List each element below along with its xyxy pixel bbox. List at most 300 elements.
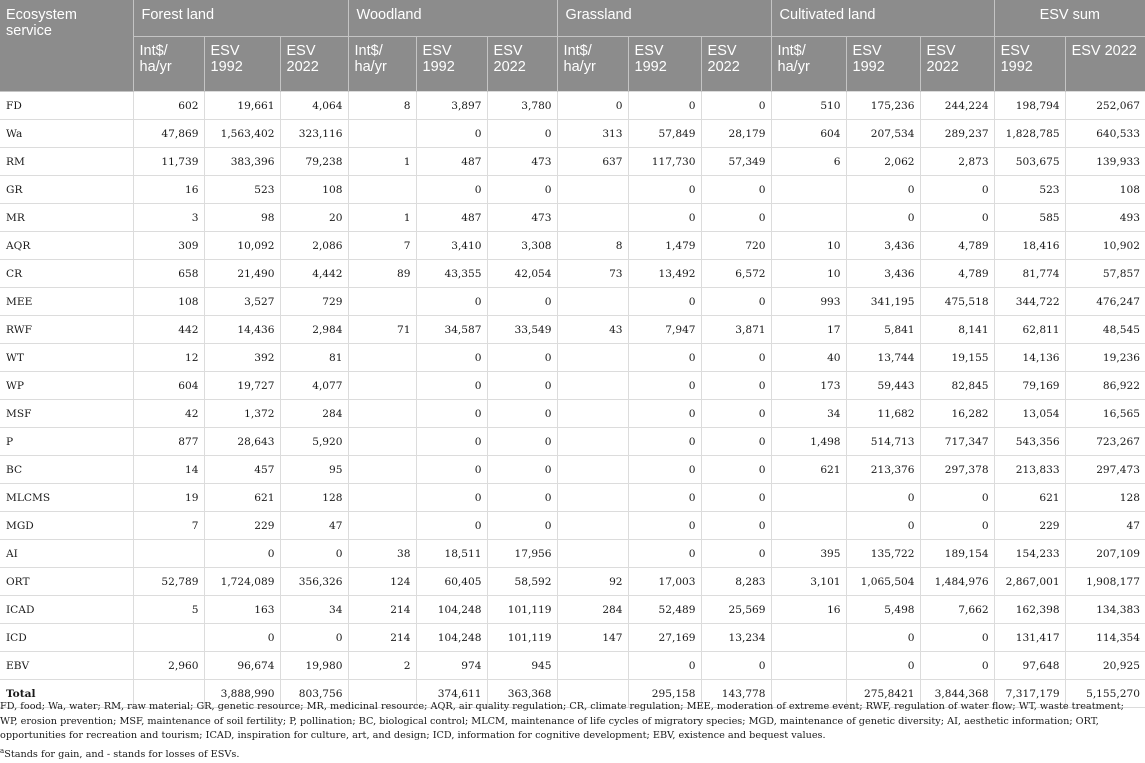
table-row [0, 456, 1145, 484]
table-cell: 473 [487, 148, 557, 176]
header-grassland-int: Int$/ ha/yr [557, 37, 628, 92]
table-cell: 637 [557, 148, 628, 176]
table-cell: 0 [701, 652, 771, 680]
footnote [0, 744, 1140, 763]
table-cell: 0 [628, 484, 701, 512]
table-cell: 124 [348, 568, 416, 596]
table-cell: 21,490 [204, 260, 280, 288]
table-cell: 7,947 [628, 316, 701, 344]
table-cell: 5,155,270 [1065, 680, 1145, 708]
table-cell: 275,8421 [846, 680, 920, 708]
table-cell: 108 [133, 288, 204, 316]
table-cell: 131,417 [994, 624, 1065, 652]
table-cell: 6 [771, 148, 846, 176]
table-cell: 62,811 [994, 316, 1065, 344]
table-cell: 95 [280, 456, 348, 484]
table-cell: 0 [487, 344, 557, 372]
table-cell: 457 [204, 456, 280, 484]
table-cell: 1,724,089 [204, 568, 280, 596]
table-cell: 27,169 [628, 624, 701, 652]
table-cell: 1 [348, 204, 416, 232]
row-label: P [0, 428, 133, 456]
table-cell: 73 [557, 260, 628, 288]
table-cell: 877 [133, 428, 204, 456]
table-cell: 3,844,368 [920, 680, 994, 708]
table-cell: 38 [348, 540, 416, 568]
table-cell: 20,925 [1065, 652, 1145, 680]
row-label: ICAD [0, 596, 133, 624]
table-cell: 383,396 [204, 148, 280, 176]
table-cell: 33,549 [487, 316, 557, 344]
table-cell: 8 [348, 92, 416, 120]
table-cell: 392 [204, 344, 280, 372]
table-cell: 104,248 [416, 596, 487, 624]
table-cell: 92 [557, 568, 628, 596]
row-label: BC [0, 456, 133, 484]
table-cell: 4,064 [280, 92, 348, 120]
table-cell: 139,933 [1065, 148, 1145, 176]
table-cell: 0 [487, 512, 557, 540]
row-label: ICD [0, 624, 133, 652]
table-cell: 0 [557, 92, 628, 120]
abbreviations-note: FD, food; Wa, water; RM, raw material; GR, genetic resource; MR, medicinal resource; AQR, air quality regulation; CR, climate regulation; MEE, moderation of extreme event; RWF, regulation of water flow; WT, waste treatment; WP, erosion prevention; MSF, maintenance of soil fertility; P, pollination; BC, biological control; MLCM, maintenance of life cycles of migratory species; MGD, maintenance of genetic diversity; AI, aesthetic information; ORT, opportunities for recreation and tourism; ICAD, inspiration for culture, art, and design; ICD, information for cognitive development; EBV, existence and bequest values. [0, 701, 1124, 742]
table-cell: 7 [133, 512, 204, 540]
table-cell [557, 512, 628, 540]
table-cell: 3,871 [701, 316, 771, 344]
table-cell: 604 [771, 120, 846, 148]
table-cell: 207,534 [846, 120, 920, 148]
table-cell: 0 [487, 176, 557, 204]
table-row [0, 204, 1145, 232]
table-cell: 19,661 [204, 92, 280, 120]
table-cell: 173 [771, 372, 846, 400]
table-cell: 213,833 [994, 456, 1065, 484]
table-cell [348, 512, 416, 540]
table-cell: 1,908,177 [1065, 568, 1145, 596]
table-cell: 621 [994, 484, 1065, 512]
table-cell: 47 [280, 512, 348, 540]
table-cell: 510 [771, 92, 846, 120]
table-cell: 0 [487, 120, 557, 148]
header-ecosystem-service: Ecosystem service [0, 0, 133, 92]
row-label: MEE [0, 288, 133, 316]
table-cell [348, 176, 416, 204]
table-cell: 214 [348, 596, 416, 624]
table-cell: 0 [416, 120, 487, 148]
header-group-grassland: Grassland [557, 0, 771, 37]
table-cell: 7,662 [920, 596, 994, 624]
table-cell: 297,378 [920, 456, 994, 484]
table-cell: 214 [348, 624, 416, 652]
table-cell: 86,922 [1065, 372, 1145, 400]
table-row [0, 92, 1145, 120]
table-cell [557, 176, 628, 204]
row-label: AQR [0, 232, 133, 260]
table-cell: 604 [133, 372, 204, 400]
header-sum-esv-1992: ESV 1992 [994, 37, 1065, 92]
table-cell: 0 [416, 372, 487, 400]
table-cell: 48,545 [1065, 316, 1145, 344]
table-cell: 0 [846, 512, 920, 540]
table-cell: 1,372 [204, 400, 280, 428]
row-label: WT [0, 344, 133, 372]
table-cell: 82,845 [920, 372, 994, 400]
table-cell: 2,867,001 [994, 568, 1065, 596]
table-cell: 0 [628, 652, 701, 680]
table-cell: 1,498 [771, 428, 846, 456]
row-label: MSF [0, 400, 133, 428]
row-label: MLCMS [0, 484, 133, 512]
table-cell: 0 [628, 176, 701, 204]
table-cell: 0 [204, 540, 280, 568]
table-cell: 0 [846, 484, 920, 512]
row-label: Total [0, 680, 133, 708]
table-cell: 10,092 [204, 232, 280, 260]
table-cell: 1,828,785 [994, 120, 1065, 148]
header-group-forest-land: Forest land [133, 0, 348, 37]
table-cell: 0 [920, 652, 994, 680]
table-cell: 487 [416, 148, 487, 176]
table-cell: 514,713 [846, 428, 920, 456]
table-cell: 0 [628, 288, 701, 316]
table-cell: 284 [280, 400, 348, 428]
table-cell: 3,527 [204, 288, 280, 316]
table-cell: 0 [280, 540, 348, 568]
table-cell: 57,349 [701, 148, 771, 176]
table-cell: 71 [348, 316, 416, 344]
table-cell: 81,774 [994, 260, 1065, 288]
table-cell: 0 [487, 456, 557, 484]
table-cell: 52,489 [628, 596, 701, 624]
table-cell: 5,498 [846, 596, 920, 624]
table-cell: 313 [557, 120, 628, 148]
table-cell: 89 [348, 260, 416, 288]
table-cell: 5,841 [846, 316, 920, 344]
table-cell: 3,888,990 [204, 680, 280, 708]
table-cell: 0 [920, 512, 994, 540]
table-cell: 658 [133, 260, 204, 288]
row-label: RM [0, 148, 133, 176]
table-row [0, 260, 1145, 288]
table-row [0, 176, 1145, 204]
table-cell: 47,869 [133, 120, 204, 148]
header-cultivated-int: Int$/ ha/yr [771, 37, 846, 92]
table-cell: 442 [133, 316, 204, 344]
table-cell: 363,368 [487, 680, 557, 708]
table-cell: 503,675 [994, 148, 1065, 176]
table-cell: 3 [133, 204, 204, 232]
row-label: EBV [0, 652, 133, 680]
table-cell: 0 [628, 204, 701, 232]
table-cell: 4,442 [280, 260, 348, 288]
table-cell: 244,224 [920, 92, 994, 120]
table-cell: 57,849 [628, 120, 701, 148]
table-cell: 0 [416, 400, 487, 428]
table-cell: 101,119 [487, 596, 557, 624]
table-cell: 6,572 [701, 260, 771, 288]
table-cell: 25,569 [701, 596, 771, 624]
table-cell [771, 204, 846, 232]
table-cell: 19 [133, 484, 204, 512]
table-cell: 0 [416, 288, 487, 316]
row-label: AI [0, 540, 133, 568]
table-row [0, 120, 1145, 148]
table-cell: 0 [628, 540, 701, 568]
table-cell: 0 [701, 92, 771, 120]
table-cell: 621 [204, 484, 280, 512]
row-label: ORT [0, 568, 133, 596]
table-cell [348, 400, 416, 428]
table-cell: 134,383 [1065, 596, 1145, 624]
table-cell: 0 [487, 372, 557, 400]
table-cell: 52,789 [133, 568, 204, 596]
table-cell: 19,980 [280, 652, 348, 680]
table-cell: 11,739 [133, 148, 204, 176]
table-cell: 3,101 [771, 568, 846, 596]
table-cell [348, 484, 416, 512]
table-cell: 476,247 [1065, 288, 1145, 316]
table-cell: 0 [416, 428, 487, 456]
table-cell: 16 [771, 596, 846, 624]
table-cell [557, 484, 628, 512]
table-cell [557, 372, 628, 400]
table-cell: 43 [557, 316, 628, 344]
table-cell: 252,067 [1065, 92, 1145, 120]
table-cell [348, 428, 416, 456]
table-cell: 585 [994, 204, 1065, 232]
table-cell [771, 176, 846, 204]
table-cell: 0 [628, 512, 701, 540]
footnote-text: Stands for gain, and - stands for losses of ESVs. [4, 749, 240, 761]
table-cell: 0 [280, 624, 348, 652]
table-cell [557, 540, 628, 568]
table-cell [771, 624, 846, 652]
table-cell: 7 [348, 232, 416, 260]
table-cell: 297,473 [1065, 456, 1145, 484]
table-cell: 621 [771, 456, 846, 484]
table-cell: 0 [487, 400, 557, 428]
table-cell: 79,238 [280, 148, 348, 176]
table-cell: 0 [701, 400, 771, 428]
row-label: WP [0, 372, 133, 400]
table-cell: 16,282 [920, 400, 994, 428]
table-row [0, 372, 1145, 400]
header-cultivated-esv-1992: ESV 1992 [846, 37, 920, 92]
table-cell: 47 [1065, 512, 1145, 540]
table-cell: 602 [133, 92, 204, 120]
table-cell [557, 400, 628, 428]
table-cell: 493 [1065, 204, 1145, 232]
table-cell: 1,484,976 [920, 568, 994, 596]
table-cell: 12 [133, 344, 204, 372]
table-cell [348, 288, 416, 316]
table-cell: 101,119 [487, 624, 557, 652]
table-cell: 104,248 [416, 624, 487, 652]
table-cell: 717,347 [920, 428, 994, 456]
table-cell: 395 [771, 540, 846, 568]
table-cell: 18,416 [994, 232, 1065, 260]
table-cell: 34,587 [416, 316, 487, 344]
table-cell: 4,789 [920, 232, 994, 260]
table-cell: 114,354 [1065, 624, 1145, 652]
table-cell: 729 [280, 288, 348, 316]
table-cell: 16 [133, 176, 204, 204]
table-cell: 34 [280, 596, 348, 624]
table-cell [348, 120, 416, 148]
table-cell: 17 [771, 316, 846, 344]
table-cell: 2,984 [280, 316, 348, 344]
header-grassland-esv-1992: ESV 1992 [628, 37, 701, 92]
table-cell: 523 [204, 176, 280, 204]
table-cell: 98 [204, 204, 280, 232]
table-cell: 14,436 [204, 316, 280, 344]
table-cell: 0 [628, 400, 701, 428]
table-cell: 945 [487, 652, 557, 680]
table-cell: 5 [133, 596, 204, 624]
header-cultivated-esv-2022: ESV 2022 [920, 37, 994, 92]
row-label: CR [0, 260, 133, 288]
table-cell: 0 [701, 456, 771, 484]
table-row [0, 512, 1145, 540]
table-cell: 97,648 [994, 652, 1065, 680]
table-cell: 13,234 [701, 624, 771, 652]
table-cell: 3,410 [416, 232, 487, 260]
table-cell: 43,355 [416, 260, 487, 288]
table-cell: 0 [416, 344, 487, 372]
table-cell: 0 [701, 372, 771, 400]
table-cell: 0 [416, 512, 487, 540]
row-label: RWF [0, 316, 133, 344]
table-cell: 543,356 [994, 428, 1065, 456]
table-cell: 14,136 [994, 344, 1065, 372]
table-cell: 720 [701, 232, 771, 260]
row-label: MGD [0, 512, 133, 540]
table-cell: 0 [487, 484, 557, 512]
table-cell: 19,155 [920, 344, 994, 372]
header-group-woodland: Woodland [348, 0, 557, 37]
table-cell: 0 [701, 344, 771, 372]
table-cell: 108 [1065, 176, 1145, 204]
table-cell: 4,789 [920, 260, 994, 288]
table-cell [557, 456, 628, 484]
table-cell: 0 [846, 624, 920, 652]
table-cell: 57,857 [1065, 260, 1145, 288]
header-sum-esv-2022: ESV 2022 [1065, 37, 1145, 92]
table-row [0, 624, 1145, 652]
table-cell: 40 [771, 344, 846, 372]
table-cell [771, 652, 846, 680]
table-cell: 175,236 [846, 92, 920, 120]
table-cell: 374,611 [416, 680, 487, 708]
header-woodland-esv-2022: ESV 2022 [487, 37, 557, 92]
table-cell [557, 288, 628, 316]
table-cell: 289,237 [920, 120, 994, 148]
row-label: FD [0, 92, 133, 120]
table-cell [557, 204, 628, 232]
table-cell: 2,873 [920, 148, 994, 176]
table-cell: 803,756 [280, 680, 348, 708]
table-cell [771, 484, 846, 512]
table-cell: 162,398 [994, 596, 1065, 624]
table-cell: 42 [133, 400, 204, 428]
table-cell: 1,479 [628, 232, 701, 260]
table-cell: 0 [920, 624, 994, 652]
table-cell: 8,283 [701, 568, 771, 596]
table-cell: 0 [204, 624, 280, 652]
row-label: GR [0, 176, 133, 204]
table-row [0, 428, 1145, 456]
table-cell: 475,518 [920, 288, 994, 316]
table-cell: 59,443 [846, 372, 920, 400]
table-body [0, 92, 1145, 708]
table-cell [557, 344, 628, 372]
table-cell: 0 [701, 540, 771, 568]
table-cell: 20 [280, 204, 348, 232]
table-cell: 79,169 [994, 372, 1065, 400]
table-cell: 42,054 [487, 260, 557, 288]
table-cell: 1,563,402 [204, 120, 280, 148]
table-cell: 128 [280, 484, 348, 512]
table-cell: 3,780 [487, 92, 557, 120]
table-cell: 7,317,179 [994, 680, 1065, 708]
table-cell: 723,267 [1065, 428, 1145, 456]
header-forest-esv-2022: ESV 2022 [280, 37, 348, 92]
table-cell: 13,744 [846, 344, 920, 372]
table-cell: 0 [920, 204, 994, 232]
table-cell: 8,141 [920, 316, 994, 344]
table-cell: 640,533 [1065, 120, 1145, 148]
table-cell: 28,643 [204, 428, 280, 456]
table-cell: 3,436 [846, 232, 920, 260]
table-cell: 0 [487, 288, 557, 316]
table-cell: 229 [204, 512, 280, 540]
table-cell: 309 [133, 232, 204, 260]
table-cell: 2,062 [846, 148, 920, 176]
table-notes [0, 700, 1140, 763]
table-cell: 19,236 [1065, 344, 1145, 372]
table-cell: 0 [628, 344, 701, 372]
table-cell: 96,674 [204, 652, 280, 680]
table-cell: 0 [846, 176, 920, 204]
table-cell: 108 [280, 176, 348, 204]
table-cell: 1 [348, 148, 416, 176]
table-cell: 0 [701, 288, 771, 316]
table-cell: 135,722 [846, 540, 920, 568]
table-cell: 0 [701, 428, 771, 456]
table-cell [133, 540, 204, 568]
table-cell: 229 [994, 512, 1065, 540]
table-cell: 344,722 [994, 288, 1065, 316]
table-cell: 341,195 [846, 288, 920, 316]
table-cell: 0 [416, 456, 487, 484]
table-cell: 128 [1065, 484, 1145, 512]
row-label: Wa [0, 120, 133, 148]
table-cell: 18,511 [416, 540, 487, 568]
table-cell: 163 [204, 596, 280, 624]
table-cell: 10,902 [1065, 232, 1145, 260]
table-cell: 0 [416, 176, 487, 204]
table-cell: 0 [628, 456, 701, 484]
table-cell: 0 [701, 512, 771, 540]
table-cell: 60,405 [416, 568, 487, 596]
table-cell: 117,730 [628, 148, 701, 176]
table-cell: 356,326 [280, 568, 348, 596]
table-cell: 0 [920, 484, 994, 512]
table-cell: 13,492 [628, 260, 701, 288]
table-cell: 0 [920, 176, 994, 204]
table-cell [133, 624, 204, 652]
table-row [0, 344, 1145, 372]
